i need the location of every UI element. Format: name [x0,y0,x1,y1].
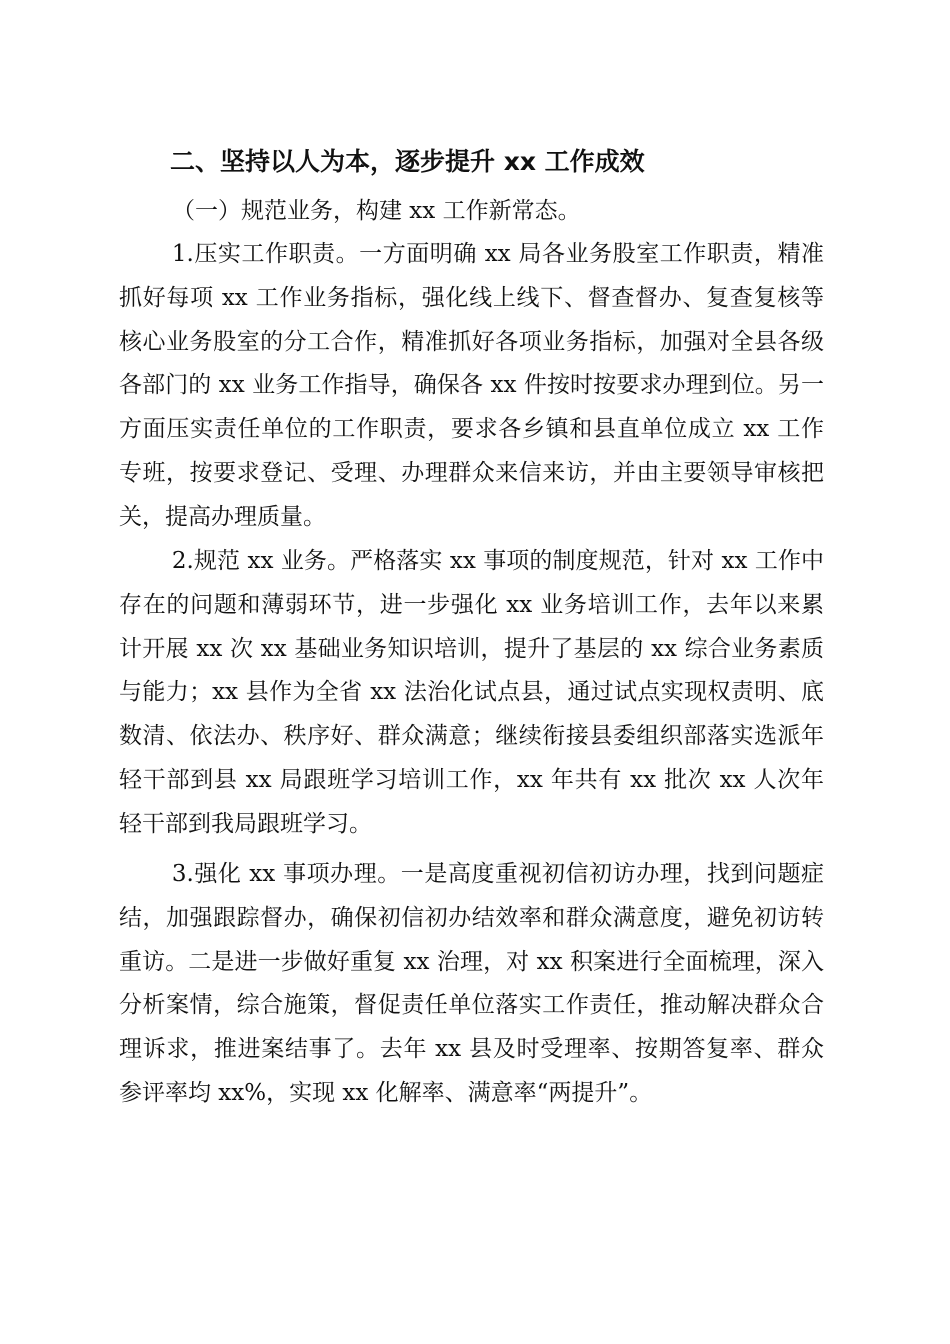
paragraph-1: 1.压实工作职责。一方面明确 xx 局各业务股室工作职责，精准抓好每项 xx 工作业务指标，强化线上线下、督查督办、复查复核等核心业务股室的分工合作，精准抓好各项业务指标，加强对全县各级各部门的 xx 业务工作指导，确保各 xx 件按时按要求办理到位。另一方面压实责任单位的工作职责，要求各乡镇和县直单位成立 xx 工作专班，按要求登记、受理、办理群众来信来访，并由主要领导审核把关，提高办理质量。 [119,241,824,530]
subsection-heading: （一）规范业务，构建 xx 工作新常态。 [172,198,581,224]
section-heading: 二、坚持以人为本，逐步提升 xx 工作成效 [170,147,645,176]
paragraph-2: 2.规范 xx 业务。严格落实 xx 事项的制度规范，针对 xx 工作中存在的问题和薄弱环节，进一步强化 xx 业务培训工作，去年以来累计开展 xx 次 xx 基础业务知识培训，提升了基层的 xx 综合业务素质与能力；xx 县作为全省 xx 法治化试点县，通过试点实现权责明、底数清、依法办、秩序好、群众满意；继续衔接县委组织部落实选派年轻干部到县 xx 局跟班学习培训工作，xx 年共有 xx 批次 xx 人次年轻干部到我局跟班学习。 [119,548,824,837]
paragraph-3: 3.强化 xx 事项办理。一是高度重视初信初访办理，找到问题症结，加强跟踪督办，确保初信初办结效率和群众满意度，避免初访转重访。二是进一步做好重复 xx 治理，对 xx 积案进行全面梳理，深入分析案情，综合施策，督促责任单位落实工作责任，推动解决群众合理诉求，推进案结事了。去年 xx 县及时受理率、按期答复率、群众参评率均 xx%，实现 xx 化解率、满意率“两提升”。 [119,861,824,1106]
